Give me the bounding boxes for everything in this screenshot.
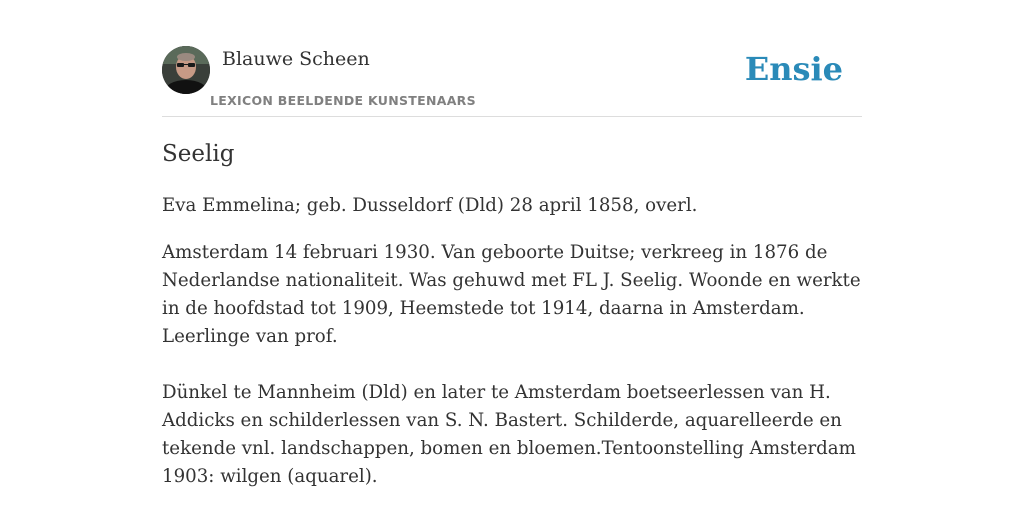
page-header: [162, 46, 862, 117]
collection-link[interactable]: LEXICON BEELDENDE KUNSTENAARS: [210, 93, 476, 108]
article-intro: Eva Emmelina; geb. Dusseldorf (Dld) 28 april 1858, overl.: [162, 195, 698, 216]
avatar-portrait-image: [162, 46, 210, 94]
author-name-link[interactable]: Blauwe Scheen: [222, 48, 370, 70]
article-title: Seelig: [162, 141, 235, 167]
ensie-logo[interactable]: Ensie: [744, 50, 843, 88]
author-avatar[interactable]: [162, 46, 210, 94]
article-body: Amsterdam 14 februari 1930. Van geboorte Duitse; verkreeg in 1876 de Nederlandse nationaliteit. Was gehuwd met FL J. Seelig. Woonde en werkte in de hoofdstad tot 1909, Heemstede tot 1914, daarna in Amsterdam. Leerlinge van prof. Dünkel te Mannheim (Dld) en later te Amsterdam boetseerlessen van H. Addicks en schilderlessen van S. N. Bastert. Schilderde, aquarelleerde en tekende vnl. landschappen, bomen en bloemen.Tentoonstelling Amsterdam 1903: wilgen (aquarel).: [162, 242, 861, 487]
